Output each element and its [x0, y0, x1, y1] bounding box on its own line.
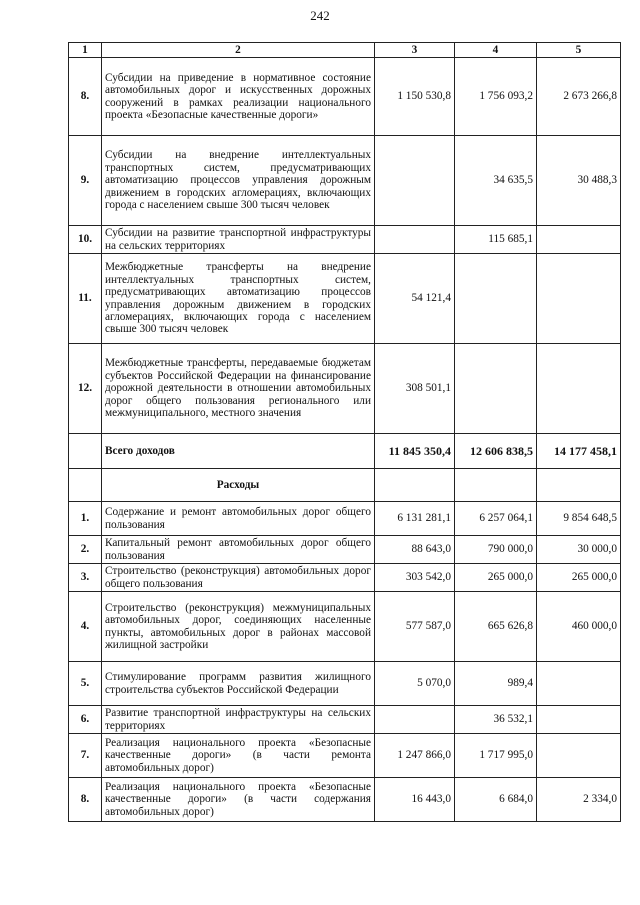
total-col-4: 12 606 838,5 [455, 434, 537, 469]
row-number: 3. [69, 564, 102, 592]
column-header-2: 2 [102, 43, 375, 58]
value-col-3: 577 587,0 [375, 592, 455, 662]
value-col-4: 115 685,1 [455, 226, 537, 254]
total-label: Всего доходов [102, 434, 375, 469]
table-row [69, 662, 621, 706]
row-number: 2. [69, 536, 102, 564]
table-row [69, 734, 621, 778]
row-number: 11. [69, 254, 102, 344]
row-description: Развитие транспортной инфраструктуры на сельских территориях [102, 706, 375, 734]
table-row [69, 254, 621, 344]
value-col-3: 54 121,4 [375, 254, 455, 344]
row-number: 8. [69, 778, 102, 822]
value-col-4: 1 756 093,2 [455, 58, 537, 136]
table-row [69, 344, 621, 434]
row-description: Строительство (реконструкция) автомобильных дорог общего пользования [102, 564, 375, 592]
section-empty-cell [69, 469, 102, 502]
value-col-3 [375, 226, 455, 254]
section-empty-cell [375, 469, 455, 502]
value-col-4: 665 626,8 [455, 592, 537, 662]
value-col-3: 1 247 866,0 [375, 734, 455, 778]
table-row [69, 778, 621, 822]
value-col-3: 308 501,1 [375, 344, 455, 434]
row-number: 7. [69, 734, 102, 778]
value-col-5 [537, 734, 621, 778]
row-description: Капитальный ремонт автомобильных дорог общего пользования [102, 536, 375, 564]
value-col-3: 303 542,0 [375, 564, 455, 592]
value-col-4 [455, 254, 537, 344]
total-col-5: 14 177 458,1 [537, 434, 621, 469]
table-header-row [69, 43, 621, 58]
value-col-4: 790 000,0 [455, 536, 537, 564]
table-row [69, 536, 621, 564]
row-number: 8. [69, 58, 102, 136]
row-description: Реализация национального проекта «Безопасные качественные дороги» (в части содержания автомобильных дорог) [102, 778, 375, 822]
value-col-3 [375, 136, 455, 226]
table-row [69, 564, 621, 592]
value-col-3: 16 443,0 [375, 778, 455, 822]
value-col-5: 30 488,3 [537, 136, 621, 226]
value-col-4: 989,4 [455, 662, 537, 706]
value-col-4: 6 684,0 [455, 778, 537, 822]
value-col-5 [537, 662, 621, 706]
row-number: 1. [69, 502, 102, 536]
value-col-5: 2 334,0 [537, 778, 621, 822]
expenses-section-title: Расходы [102, 469, 375, 502]
value-col-5: 2 673 266,8 [537, 58, 621, 136]
page-number: 242 [310, 8, 330, 23]
value-col-3: 5 070,0 [375, 662, 455, 706]
value-col-5: 9 854 648,5 [537, 502, 621, 536]
value-col-4: 34 635,5 [455, 136, 537, 226]
value-col-4: 36 532,1 [455, 706, 537, 734]
section-empty-cell [455, 469, 537, 502]
row-description: Субсидии на внедрение интеллектуальных транспортных систем, предусматривающих автоматизацию процессов управления дорожным движением в городских агломерациях, включающих города с населением свыше 300 тысяч человек [102, 136, 375, 226]
column-header-4: 4 [455, 43, 537, 58]
table-row [69, 136, 621, 226]
value-col-5 [537, 254, 621, 344]
value-col-5: 460 000,0 [537, 592, 621, 662]
section-empty-cell [537, 469, 621, 502]
row-description: Межбюджетные трансферты, передаваемые бюджетам субъектов Российской Федерации на финансирование дорожной деятельности в отношении автомобильных дорог общего пользования регионального или межмуниципального, местного значения [102, 344, 375, 434]
row-description: Реализация национального проекта «Безопасные качественные дороги» (в части ремонта автомобильных дорог) [102, 734, 375, 778]
total-col-3: 11 845 350,4 [375, 434, 455, 469]
value-col-4 [455, 344, 537, 434]
row-number: 5. [69, 662, 102, 706]
table-row [69, 592, 621, 662]
value-col-3: 6 131 281,1 [375, 502, 455, 536]
table-row [69, 502, 621, 536]
table-row [69, 226, 621, 254]
row-description: Строительство (реконструкция) межмуниципальных автомобильных дорог, соединяющих населенные пункты, автомобильных дорог в районах массовой жилищной застройки [102, 592, 375, 662]
column-header-5: 5 [537, 43, 621, 58]
value-col-4: 6 257 064,1 [455, 502, 537, 536]
value-col-3: 1 150 530,8 [375, 58, 455, 136]
value-col-5: 265 000,0 [537, 564, 621, 592]
value-col-5 [537, 706, 621, 734]
column-header-3: 3 [375, 43, 455, 58]
value-col-3: 88 643,0 [375, 536, 455, 564]
value-col-4: 265 000,0 [455, 564, 537, 592]
value-col-4: 1 717 995,0 [455, 734, 537, 778]
row-description: Стимулирование программ развития жилищного строительства субъектов Российской Федерации [102, 662, 375, 706]
row-description: Субсидии на развитие транспортной инфраструктуры на сельских территориях [102, 226, 375, 254]
budget-table [68, 42, 621, 822]
expenses-section-row [69, 469, 621, 502]
row-description: Межбюджетные трансферты на внедрение интеллектуальных транспортных систем, предусматривающих автоматизацию процессов управления дорожным движением в городских агломерациях, включающих города с населением свыше 300 тысяч человек [102, 254, 375, 344]
column-header-1: 1 [69, 43, 102, 58]
table-row [69, 706, 621, 734]
value-col-5 [537, 344, 621, 434]
row-number: 9. [69, 136, 102, 226]
row-number: 6. [69, 706, 102, 734]
row-number: 12. [69, 344, 102, 434]
row-description: Содержание и ремонт автомобильных дорог общего пользования [102, 502, 375, 536]
value-col-3 [375, 706, 455, 734]
row-number: 10. [69, 226, 102, 254]
value-col-5: 30 000,0 [537, 536, 621, 564]
total-number-cell [69, 434, 102, 469]
value-col-5 [537, 226, 621, 254]
table-row [69, 58, 621, 136]
row-description: Субсидии на приведение в нормативное состояние автомобильных дорог и искусственных дорожных сооружений в рамках реализации национального проекта «Безопасные качественные дороги» [102, 58, 375, 136]
row-number: 4. [69, 592, 102, 662]
total-income-row [69, 434, 621, 469]
